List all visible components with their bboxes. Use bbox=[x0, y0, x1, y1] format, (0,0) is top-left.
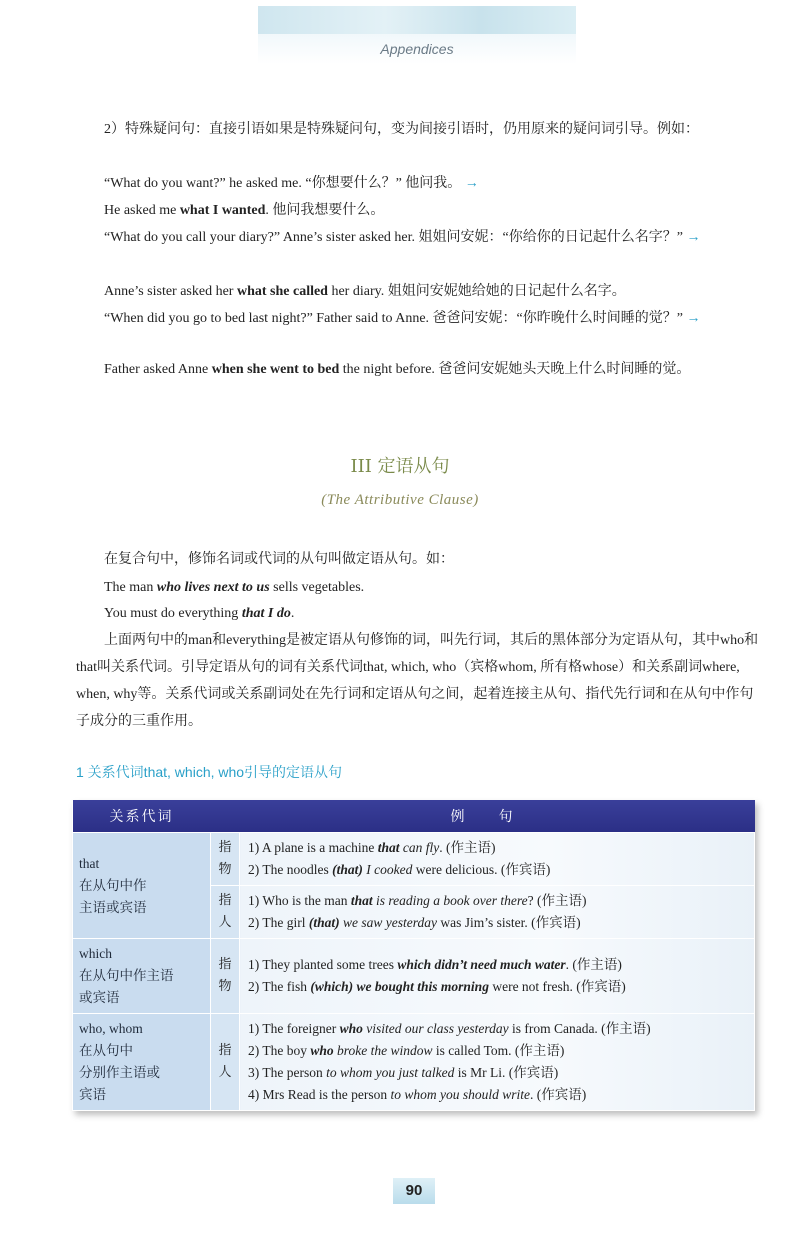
example-text: “What do you want?” he asked me. “你想要什么？” 他问我。 bbox=[104, 176, 462, 191]
example-text: . bbox=[290, 606, 295, 621]
ref-thing: 指 物 bbox=[211, 939, 240, 1014]
examples-cell bbox=[240, 833, 755, 886]
example-3-direct bbox=[76, 305, 766, 332]
paragraph-special-question: 2）特殊疑问句：直接引语如果是特殊疑问句，变为间接引语时，仍用原来的疑问词引导。例如： bbox=[104, 122, 699, 137]
table-row bbox=[73, 939, 755, 1014]
example-bold-italic: that I do bbox=[241, 606, 291, 621]
example-line: 1) Who is the man that is reading a book over there? (作主语) bbox=[248, 893, 587, 908]
arrow-icon: → bbox=[464, 176, 479, 191]
ref-person: 指 人 bbox=[211, 886, 240, 939]
example-line: 2) The boy who broke the window is called Tom. (作主语) bbox=[248, 1043, 565, 1058]
section-subtitle: (The Attributive Clause) bbox=[321, 492, 479, 508]
examples-cell bbox=[240, 1014, 755, 1111]
arrow-icon: → bbox=[686, 230, 701, 245]
examples-cell bbox=[240, 939, 755, 1014]
example-line: 4) Mrs Read is the person to whom you should write. (作宾语) bbox=[248, 1087, 587, 1102]
example-text: . 他问我想要什么。 bbox=[265, 203, 385, 218]
subsection-heading: 1 关系代词that, which, who引导的定语从句 bbox=[76, 764, 343, 780]
example-text: He asked me bbox=[104, 203, 180, 218]
table-row bbox=[73, 1014, 755, 1111]
example-bold: what she called bbox=[236, 284, 328, 299]
example-text: Anne’s sister asked her bbox=[104, 284, 237, 299]
ref-person: 指 人 bbox=[211, 1014, 240, 1111]
example-1-direct bbox=[76, 170, 766, 197]
section-title: III 定语从句 bbox=[350, 456, 450, 477]
example-text: “When did you go to bed last night?” Father said to Anne. 爸爸问安妮：“你昨晚什么时间睡的觉？” bbox=[104, 311, 683, 326]
example-text: Father asked Anne bbox=[104, 362, 212, 377]
example-1-indirect bbox=[76, 197, 766, 224]
examples-cell bbox=[240, 886, 755, 939]
example-line: 1) A plane is a machine that can fly. (作主语) bbox=[248, 840, 496, 855]
example-bold: what I wanted bbox=[179, 203, 266, 218]
relative-pronoun-table bbox=[72, 800, 755, 1111]
pronoun-which: which 在从句中作主语 或宾语 bbox=[73, 939, 211, 1014]
example-line: 3) The person to whom you just talked is Mr Li. (作宾语) bbox=[248, 1065, 559, 1080]
example-2-direct bbox=[76, 224, 766, 251]
header-decoration bbox=[258, 6, 576, 34]
example-text: The man bbox=[104, 580, 157, 595]
example-line: 2) The girl (that) we saw yesterday was Jim’s sister. (作宾语) bbox=[248, 915, 581, 930]
table-row bbox=[73, 833, 755, 886]
example-text: sells vegetables. bbox=[269, 580, 365, 595]
ref-thing: 指 物 bbox=[211, 833, 240, 886]
example-line: 2) The noodles (that) I cooked were delicious. (作宾语) bbox=[248, 862, 551, 877]
example-sentence-2 bbox=[76, 600, 766, 627]
explanation-paragraph: 上面两句中的man和everything是被定语从句修饰的词，叫先行词，其后的黑体部分为定语从句，其中who和that叫关系代词。引导定语从句的词有关系代词that, which, who（宾格whom, 所有格whose）和关系副词where, when, why等。关系代词或关系副词处在先行词和定语从句之间，起着连接主从句、指代先行词和在从句中作句子成分的三重作用。 bbox=[76, 633, 759, 729]
example-text: You must do everything bbox=[104, 606, 242, 621]
example-2-indirect bbox=[76, 278, 766, 305]
intro-paragraph: 在复合句中，修饰名词或代词的从句叫做定语从句。如： bbox=[104, 552, 454, 567]
pronoun-who-whom: who, whom 在从句中 分别作主语或 宾语 bbox=[73, 1014, 211, 1111]
example-line: 1) The foreigner who visited our class yesterday is from Canada. (作主语) bbox=[248, 1021, 651, 1036]
example-text: her diary. 姐姐问安妮她给她的日记起什么名字。 bbox=[327, 284, 626, 299]
example-3-indirect bbox=[76, 356, 766, 383]
example-sentence-1 bbox=[76, 574, 766, 601]
arrow-icon: → bbox=[686, 311, 701, 326]
example-text: the night before. 爸爸问安妮她头天晚上什么时间睡的觉。 bbox=[339, 362, 691, 377]
example-line: 2) The fish (which) we bought this morning were not fresh. (作宾语) bbox=[248, 979, 626, 994]
pronoun-that: that 在从句中作 主语或宾语 bbox=[73, 833, 211, 939]
running-header: Appendices bbox=[258, 34, 576, 64]
example-bold: when she went to bed bbox=[211, 362, 340, 377]
example-text: “What do you call your diary?” Anne’s sister asked her. 姐姐问安妮：“你给你的日记起什么名字？” bbox=[104, 230, 683, 245]
page-number: 90 bbox=[393, 1178, 435, 1204]
column-header-examples: 例 句 bbox=[211, 800, 755, 833]
column-header-pronoun: 关系代词 bbox=[73, 800, 211, 833]
example-bold-italic: who lives next to us bbox=[156, 580, 270, 595]
example-line: 1) They planted some trees which didn’t need much water. (作主语) bbox=[248, 957, 622, 972]
